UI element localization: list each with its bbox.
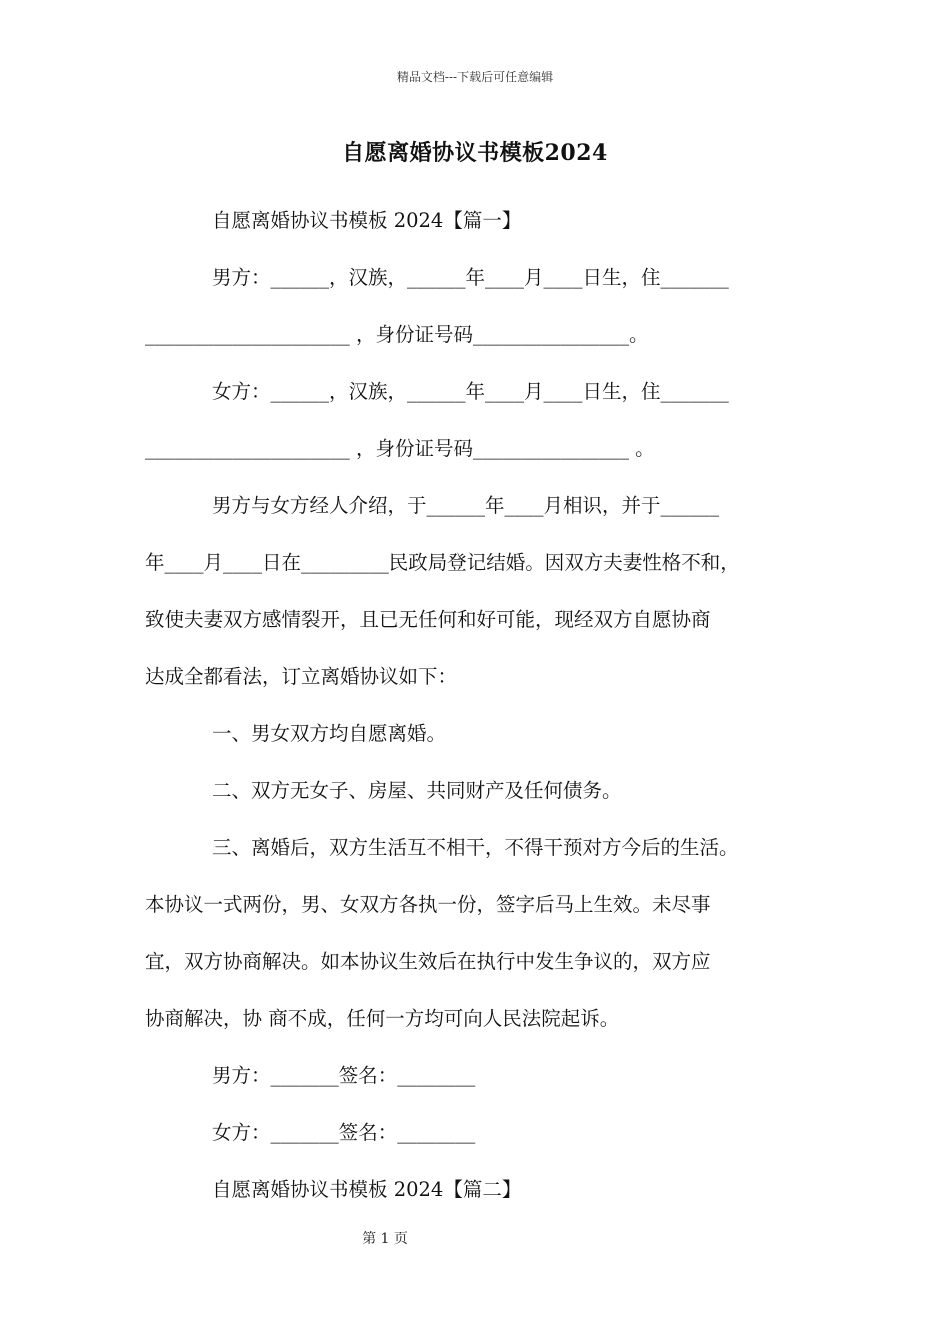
male-info-line: 男方：______，汉族，______年____月____日生，住_______ [212,266,729,289]
paragraph-line: 协商解决，协 商不成，任何一方均可向人民法院起诉。 [145,1007,620,1030]
paragraph-line: 致使夫妻双方感情裂开，且已无任何和好可能，现经双方自愿协商 [145,608,711,631]
male-signature-line: 男方：_______签名：________ [212,1064,476,1087]
page-header: 精品文档---下载后可任意编辑 [396,70,554,84]
paragraph-line: 达成全都看法，订立离婚协议如下： [145,665,458,688]
section-heading-2: 自愿离婚协议书模板 2024【篇二】 [212,1178,522,1201]
male-id-line: _____________________ ，身份证号码________________。 [145,323,649,346]
document-title: 自愿离婚协议书模板2024 [342,140,608,166]
clause-2: 二、双方无女子、房屋、共同财产及任何债务。 [212,779,622,802]
page-number: 第 1 页 [362,1231,408,1247]
female-signature-line: 女方：_______签名：________ [212,1121,476,1144]
paragraph-line: 本协议一式两份，男、女双方各执一份，签字后马上生效。未尽事 [145,893,711,916]
clause-1: 一、男女双方均自愿离婚。 [212,722,447,745]
paragraph-line: 年____月____日在_________民政局登记结婚。因双方夫妻性格不和， [145,551,740,574]
female-info-line: 女方：______，汉族，______年____月____日生，住_______ [212,380,729,403]
section-heading-1: 自愿离婚协议书模板 2024【篇一】 [212,209,522,232]
paragraph-line: 宜，双方协商解决。如本协议生效后在执行中发生争议的，双方应 [145,950,711,973]
paragraph-line: 男方与女方经人介绍，于______年____月相识，并于______ [212,494,720,517]
clause-3: 三、离婚后，双方生活互不相干，不得干预对方今后的生活。 [212,836,739,859]
female-id-line: _____________________ ，身份证号码________________ 。 [145,437,655,460]
